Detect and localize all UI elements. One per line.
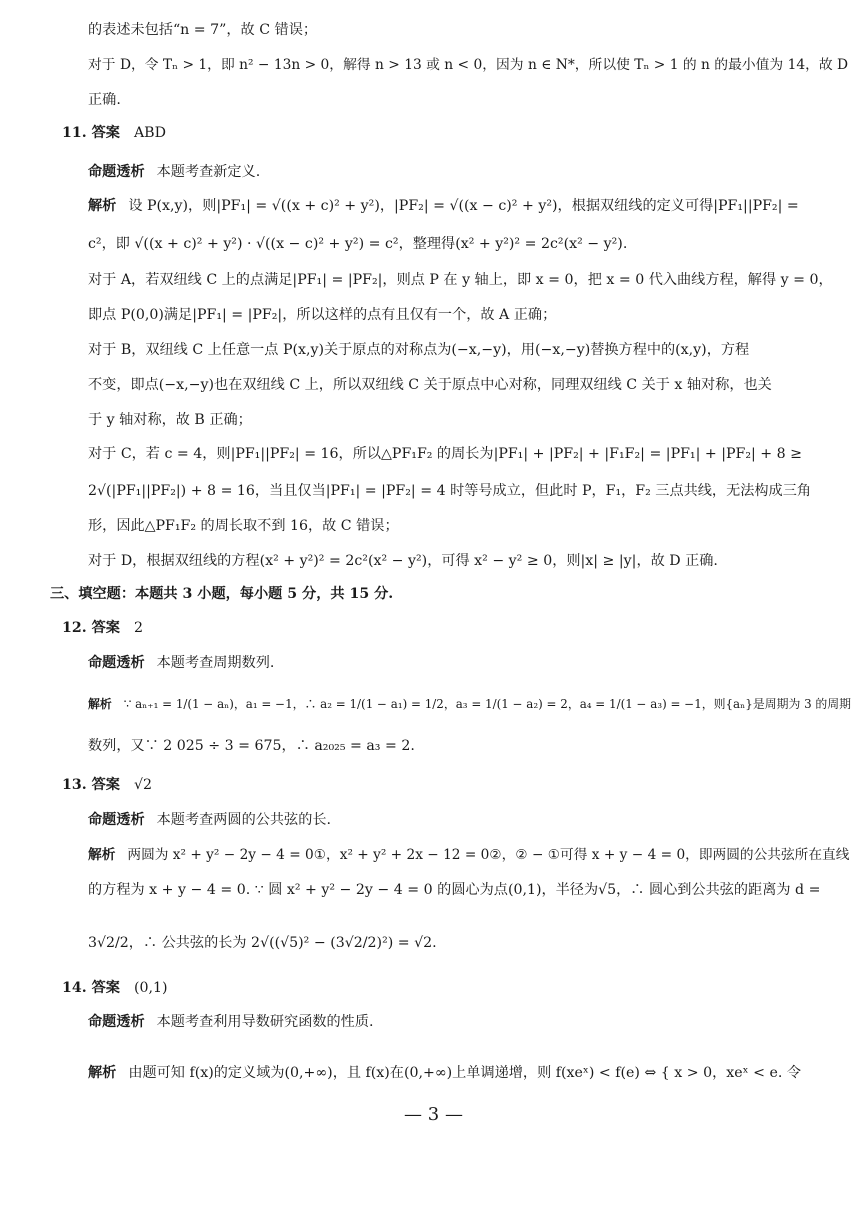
analysis-label: 解析	[88, 697, 112, 711]
answer-heading-11	[62, 123, 867, 143]
intent-text: 本题考查新定义.	[156, 164, 261, 180]
text-line: 正确.	[88, 92, 121, 108]
text-line: 的方程为 x + y − 4 = 0. ∵ 圆 x² + y² − 2y − 4 = 0 的圆心为点(0,1)，半径为√5，∴ 圆心到公共弦的距离为 d =	[88, 882, 821, 898]
text-line: 对于 A，若双纽线 C 上的点满足|PF₁| = |PF₂|，则点 P 在 y 轴上，即 x = 0，把 x = 0 代入曲线方程，解得 y = 0，	[88, 272, 833, 288]
analysis-line	[88, 196, 867, 216]
analysis-text: ∵ aₙ₊₁ = 1/(1 − aₙ)，a₁ = −1，∴ a₂ = 1/(1 − a₁) = 1/2，a₃ = 1/(1 − a₂) = 2，a₄ = 1/(1 − a₃) = −1，则{aₙ}是周期为 3 的周期	[123, 697, 852, 711]
analysis-line	[88, 694, 867, 714]
analysis-label: 解析	[88, 1065, 117, 1081]
section-heading: 三、填空题：本题共 3 小题，每小题 5 分，共 15 分.	[50, 586, 394, 602]
intent-line	[88, 1012, 867, 1032]
text-line: 对于 D，令 Tₙ > 1，即 n² − 13n > 0，解得 n > 13 或 n < 0，因为 n ∈ N*，所以使 Tₙ > 1 的 n 的最小值为 14，故 D	[88, 57, 849, 73]
text-line: 对于 B，双纽线 C 上任意一点 P(x,y)关于原点的对称点为(−x,−y)，用(−x,−y)替换方程中的(x,y)，方程	[88, 342, 750, 358]
intent-label: 命题透析	[88, 812, 145, 828]
analysis-line	[88, 845, 867, 865]
intent-label: 命题透析	[88, 1014, 145, 1030]
answer-heading-12	[62, 618, 867, 638]
text-line: 对于 D，根据双纽线的方程(x² + y²)² = 2c²(x² − y²)，可得 x² − y² ≥ 0，则|x| ≥ |y|，故 D 正确.	[88, 553, 718, 569]
intent-label: 命题透析	[88, 655, 145, 671]
answer-heading-13	[62, 775, 867, 795]
text-line: c²，即 √((x + c)² + y²) · √((x − c)² + y²) = c²，整理得(x² + y²)² = 2c²(x² − y²).	[88, 236, 628, 252]
answer-value: √2	[133, 777, 152, 793]
analysis-line	[88, 1063, 867, 1083]
answer-value: 2	[133, 620, 143, 636]
text-line: 于 y 轴对称，故 B 正确；	[88, 412, 252, 428]
intent-text: 本题考查两圆的公共弦的长.	[156, 812, 332, 828]
answer-value: (0,1)	[133, 980, 168, 996]
text-line: 3√2/2，∴ 公共弦的长为 2√((√5)² − (3√2/2)²) = √2.	[88, 935, 437, 951]
answer-number: 12. 答案	[62, 620, 120, 636]
intent-text: 本题考查周期数列.	[156, 655, 275, 671]
answer-number: 13. 答案	[62, 777, 120, 793]
analysis-label: 解析	[88, 847, 116, 863]
answer-value: ABD	[133, 125, 166, 141]
analysis-label: 解析	[88, 198, 117, 214]
analysis-text: 设 P(x,y)，则|PF₁| = √((x + c)² + y²)，|PF₂| = √((x − c)² + y²)，根据双纽线的定义可得|PF₁||PF₂| =	[128, 198, 799, 214]
text-line: 数列，又∵ 2 025 ÷ 3 = 675，∴ a₂₀₂₅ = a₃ = 2.	[88, 738, 415, 754]
answer-number: 11. 答案	[62, 125, 120, 141]
text-line: 2√(|PF₁||PF₂|) + 8 = 16，当且仅当|PF₁| = |PF₂| = 4 时等号成立，但此时 P，F₁，F₂ 三点共线，无法构成三角	[88, 483, 812, 499]
intent-line	[88, 653, 867, 673]
analysis-text: 两圆为 x² + y² − 2y − 4 = 0①，x² + y² + 2x − 12 = 0②，② − ①可得 x + y − 4 = 0，即两圆的公共弦所在直线	[127, 847, 850, 863]
text-line: 的表述未包括“n = 7”，故 C 错误；	[88, 22, 318, 38]
page-number: — 3 —	[404, 1104, 463, 1125]
intent-line	[88, 810, 867, 830]
text-line: 即点 P(0,0)满足|PF₁| = |PF₂|，所以这样的点有且仅有一个，故 A 正确；	[88, 307, 557, 323]
answer-heading-14	[62, 978, 867, 998]
answer-number: 14. 答案	[62, 980, 120, 996]
intent-label: 命题透析	[88, 164, 145, 180]
text-line: 不变，即点(−x,−y)也在双纽线 C 上，所以双纽线 C 关于原点中心对称，同理双纽线 C 关于 x 轴对称，也关	[88, 377, 772, 393]
analysis-text: 由题可知 f(x)的定义域为(0,+∞)，且 f(x)在(0,+∞)上单调递增，则 f(xeˣ) < f(e) ⇔ { x > 0，xeˣ < e. 令	[128, 1065, 802, 1081]
text-line: 对于 C，若 c = 4，则|PF₁||PF₂| = 16，所以△PF₁F₂ 的周长为|PF₁| + |PF₂| + |F₁F₂| = |PF₁| + |PF₂| + 8 ≥	[88, 446, 803, 462]
intent-text: 本题考查利用导数研究函数的性质.	[156, 1014, 374, 1030]
text-line: 形，因此△PF₁F₂ 的周长取不到 16，故 C 错误；	[88, 518, 399, 534]
intent-line	[88, 162, 867, 182]
